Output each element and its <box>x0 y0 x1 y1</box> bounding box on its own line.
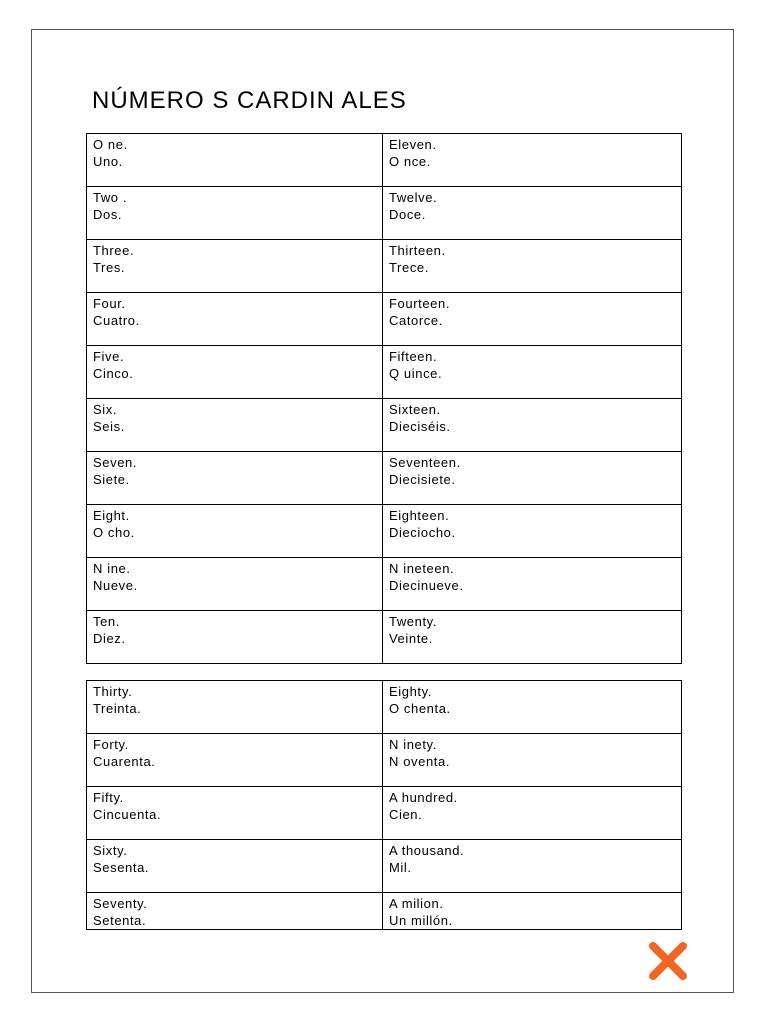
english-word: Thirteen. <box>389 243 446 258</box>
spanish-word: Cincuenta. <box>93 807 162 822</box>
table-row <box>87 505 682 558</box>
spanish-word: Cuatro. <box>93 313 140 328</box>
english-word: Fifteen. <box>389 349 438 364</box>
english-word: Four. <box>93 296 126 311</box>
english-word: Eighty. <box>389 684 432 699</box>
spanish-word: Un millón. <box>389 913 453 928</box>
spanish-word: Sesenta. <box>93 860 150 875</box>
close-icon[interactable] <box>648 941 688 981</box>
spanish-word: Diecisiete. <box>389 472 456 487</box>
table-cell <box>383 293 682 346</box>
spanish-word: Uno. <box>93 154 123 169</box>
spanish-word: O nce. <box>389 154 431 169</box>
table-cell <box>383 240 682 293</box>
table-cell <box>383 734 682 787</box>
table-cell <box>383 505 682 558</box>
table-cell <box>87 840 383 893</box>
close-icon-graphic <box>648 941 688 981</box>
table-cell <box>87 399 383 452</box>
spanish-word: Diez. <box>93 631 126 646</box>
table-cell <box>383 346 682 399</box>
english-word: Eight. <box>93 508 130 523</box>
english-word: A hundred. <box>389 790 458 805</box>
english-word: Two . <box>93 190 128 205</box>
table-cell <box>87 893 383 930</box>
table-cell <box>87 681 383 734</box>
spanish-word: Cien. <box>389 807 423 822</box>
spanish-word: Dos. <box>93 207 123 222</box>
table-row <box>87 187 682 240</box>
spanish-word: Cinco. <box>93 366 134 381</box>
table-cell <box>87 134 383 187</box>
table-cell <box>383 558 682 611</box>
table-cell <box>383 840 682 893</box>
table-cell <box>383 611 682 664</box>
english-word: Fifty. <box>93 790 124 805</box>
table-row <box>87 399 682 452</box>
english-word: Seven. <box>93 455 138 470</box>
table-row <box>87 787 682 840</box>
english-word: Eleven. <box>389 137 437 152</box>
spanish-word: Nueve. <box>93 578 138 593</box>
table-row <box>87 134 682 187</box>
english-word: Twelve. <box>389 190 438 205</box>
spanish-word: Setenta. <box>93 913 147 928</box>
table-cell <box>87 187 383 240</box>
table-cell <box>87 293 383 346</box>
table-row <box>87 611 682 664</box>
english-word: Thirty. <box>93 684 133 699</box>
table-cell <box>383 187 682 240</box>
spanish-word: Cuarenta. <box>93 754 156 769</box>
table-cell <box>87 611 383 664</box>
table-cell <box>87 734 383 787</box>
english-word: Forty. <box>93 737 129 752</box>
spanish-word: Dieciséis. <box>389 419 451 434</box>
table-row <box>87 840 682 893</box>
spanish-word: Treinta. <box>93 701 142 716</box>
table-row <box>87 240 682 293</box>
english-word: Five. <box>93 349 125 364</box>
spanish-word: Tres. <box>93 260 126 275</box>
english-word: Fourteen. <box>389 296 451 311</box>
english-word: Ten. <box>93 614 120 629</box>
spanish-word: Siete. <box>93 472 130 487</box>
table-row <box>87 734 682 787</box>
english-word: O ne. <box>93 137 128 152</box>
spanish-word: Diecinueve. <box>389 578 464 593</box>
table-cell <box>87 505 383 558</box>
table-cell <box>383 399 682 452</box>
english-word: Six. <box>93 402 118 417</box>
english-word: Three. <box>93 243 135 258</box>
spanish-word: Trece. <box>389 260 429 275</box>
table-cell <box>383 681 682 734</box>
table-row <box>87 681 682 734</box>
english-word: Sixty. <box>93 843 128 858</box>
english-word: Seventeen. <box>389 455 461 470</box>
english-word: Sixteen. <box>389 402 441 417</box>
spanish-word: Doce. <box>389 207 426 222</box>
english-word: N inety. <box>389 737 437 752</box>
english-word: Eighteen. <box>389 508 450 523</box>
spanish-word: Seis. <box>93 419 125 434</box>
spanish-word: Q uince. <box>389 366 443 381</box>
table-cell <box>383 452 682 505</box>
spanish-word: Veinte. <box>389 631 433 646</box>
english-word: N ine. <box>93 561 131 576</box>
table-row <box>87 452 682 505</box>
english-word: A thousand. <box>389 843 465 858</box>
spanish-word: Dieciocho. <box>389 525 456 540</box>
table-cell <box>87 346 383 399</box>
english-word: A milion. <box>389 896 444 911</box>
table-cell <box>87 452 383 505</box>
spanish-word: Mil. <box>389 860 412 875</box>
table-cell <box>87 240 383 293</box>
table-cell <box>383 134 682 187</box>
table-row <box>87 346 682 399</box>
table-cell <box>383 893 682 930</box>
page-title: NÚMERO S CARDIN ALES <box>92 87 407 114</box>
table-row <box>87 558 682 611</box>
table-cell <box>87 787 383 840</box>
table-cell <box>87 558 383 611</box>
english-word: N ineteen. <box>389 561 455 576</box>
spanish-word: O chenta. <box>389 701 451 716</box>
table-cell <box>383 787 682 840</box>
spanish-word: O cho. <box>93 525 135 540</box>
numbers-table-1 <box>86 133 682 664</box>
english-word: Seventy. <box>93 896 148 911</box>
table-row <box>87 293 682 346</box>
spanish-word: N oventa. <box>389 754 451 769</box>
english-word: Twenty. <box>389 614 438 629</box>
numbers-table-2 <box>86 680 682 930</box>
spanish-word: Catorce. <box>389 313 443 328</box>
table-row <box>87 893 682 930</box>
